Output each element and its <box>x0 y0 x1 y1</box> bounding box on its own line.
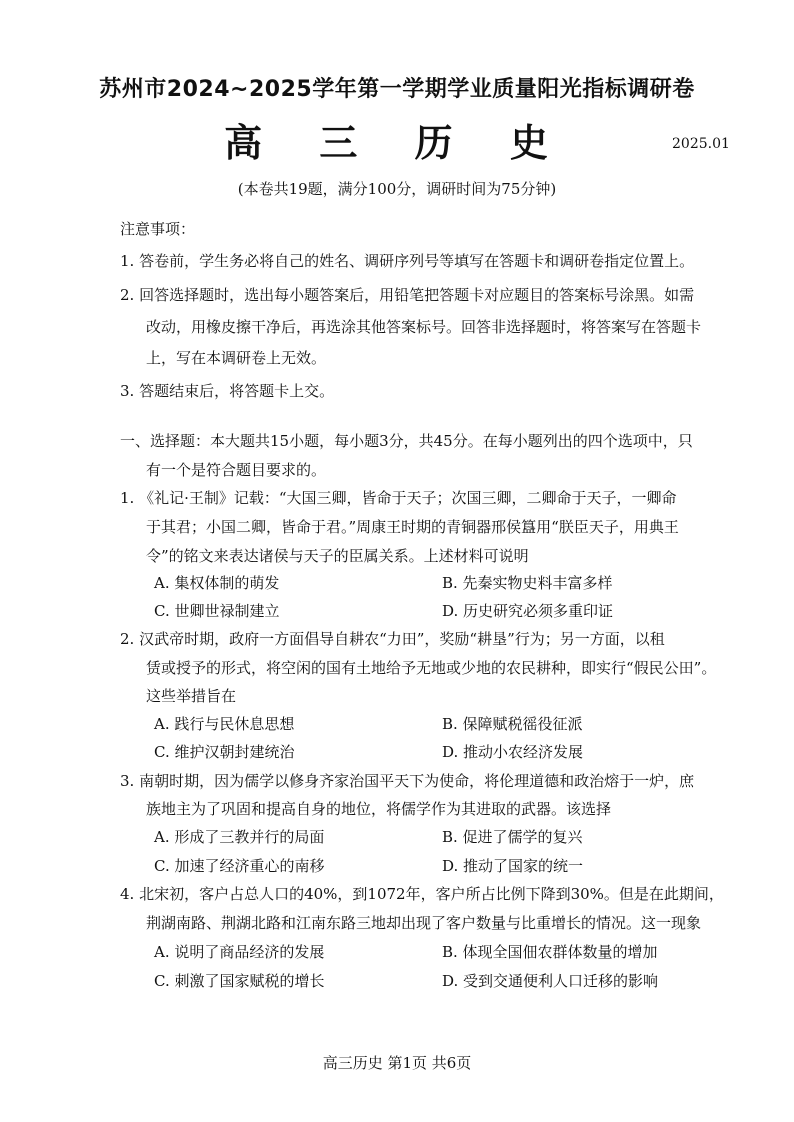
question-3-line: 族地主为了巩固和提高自身的地位，将儒学作为其进取的武器。该选择 <box>146 800 612 818</box>
section-heading: 一、选择题：本大题共15小题，每小题3分，共45分。在每小题列出的四个选项中，只 <box>120 432 693 450</box>
question-2-option-b: B. 保障赋税徭役征派 <box>442 715 583 733</box>
question-3-option-a: A. 形成了三教并行的局面 <box>154 828 325 846</box>
question-2-option-a: A. 践行与民休息思想 <box>154 715 295 733</box>
notes-line: 上，写在本调研卷上无效。 <box>146 349 327 367</box>
subject-title: 高 三 历 史 <box>224 121 570 165</box>
section-heading-cont: 有一个是符合题目要求的。 <box>146 461 327 479</box>
question-4-option-a: A. 说明了商品经济的发展 <box>154 943 325 961</box>
question-1-line: 令”的铭文来表达诸侯与天子的臣属关系。上述材料可说明 <box>146 547 529 565</box>
notes-line: 3. 答题结束后，将答题卡上交。 <box>120 382 335 400</box>
notes-line: 1. 答卷前，学生务必将自己的姓名、调研序列号等填写在答题卡和调研卷指定位置上。 <box>120 252 695 270</box>
notes-heading: 注意事项： <box>120 220 196 238</box>
question-1-line: 于其君；小国二卿，皆命于君。”周康王时期的青铜器邢侯簋用“朕臣天子，用典王 <box>146 518 679 536</box>
question-4-option-b: B. 体现全国佃农群体数量的增加 <box>442 943 658 961</box>
question-1-option-a: A. 集权体制的萌发 <box>154 574 280 592</box>
question-4-line: 4. 北宋初，客户占总人口的40%，到1072年，客户所占比例下降到30%。但是在此期间， <box>120 885 724 903</box>
question-1-line: 1. 《礼记·王制》记载：“大国三卿，皆命于天子；次国三卿，二卿命于天子，一卿命 <box>120 489 677 507</box>
exam-date: 2025.01 <box>672 136 730 152</box>
question-2-line: 这些举措旨在 <box>146 687 237 705</box>
question-3-option-d: D. 推动了国家的统一 <box>442 857 584 875</box>
question-3-option-c: C. 加速了经济重心的南移 <box>154 857 325 875</box>
question-4-line: 荆湖南路、荆湖北路和江南东路三地却出现了客户数量与比重增长的情况。这一现象 <box>146 914 702 932</box>
question-2-option-c: C. 维护汉朝封建统治 <box>154 743 295 761</box>
question-1-option-d: D. 历史研究必须多重印证 <box>442 602 614 620</box>
question-1-option-b: B. 先秦实物史料丰富多样 <box>442 574 613 592</box>
question-3-line: 3. 南朝时期，因为儒学以修身齐家治国平天下为使命，将伦理道德和政治熔于一炉，庶 <box>120 772 695 790</box>
question-2-option-d: D. 推动小农经济发展 <box>442 743 584 761</box>
question-2-line: 赁或授予的形式，将空闲的国有土地给予无地或少地的农民耕种，即实行“假民公田”。 <box>146 659 717 677</box>
page-footer: 高三历史 第1页 共6页 <box>322 1054 472 1072</box>
question-3-option-b: B. 促进了儒学的复兴 <box>442 828 583 846</box>
question-4-option-d: D. 受到交通便利人口迁移的影响 <box>442 972 659 990</box>
question-1-option-c: C. 世卿世禄制建立 <box>154 602 280 620</box>
question-4-option-c: C. 刺激了国家赋税的增长 <box>154 972 325 990</box>
notes-line: 2. 回答选择题时，选出每小题答案后，用铅笔把答题卡对应题目的答案标号涂黑。如需 <box>120 286 695 304</box>
notes-line: 改动，用橡皮擦干净后，再选涂其他答案标号。回答非选择题时，将答案写在答题卡 <box>146 318 702 336</box>
exam-title: 苏州市2024~2025学年第一学期学业质量阳光指标调研卷 <box>99 77 695 102</box>
question-2-line: 2. 汉武帝时期，政府一方面倡导自耕农“力田”，奖励“耕垦”行为；另一方面，以租 <box>120 630 665 648</box>
exam-info: (本卷共19题，满分100分，调研时间为75分钟) <box>237 180 557 198</box>
